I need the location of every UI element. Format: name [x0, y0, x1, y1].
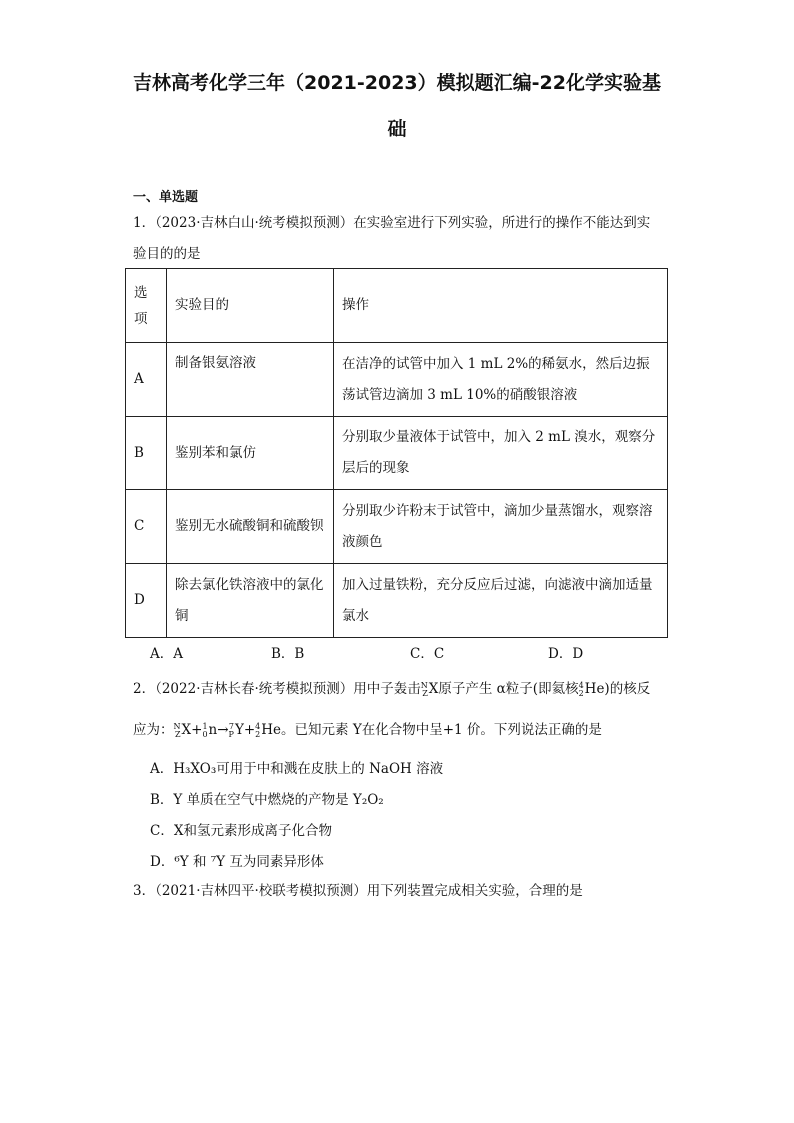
nuclide-he-symbol: 4 2 — [578, 680, 584, 698]
row-option: A — [126, 343, 167, 417]
row-operation: 加入过量铁粉，充分反应后过滤，向滤液中滴加适量氯水 — [334, 564, 668, 638]
table-row — [126, 343, 668, 417]
q2-stem-part-d: 应为： — [133, 722, 174, 738]
document-title — [120, 60, 674, 152]
row-operation: 分别取少量液体于试管中，加入 2 mL 溴水，观察分层后的现象 — [334, 417, 668, 490]
q1-stem-line-1: 1．（2023·吉林白山·统考模拟预测）在实验室进行下列实验，所进行的操作不能达到实 — [133, 215, 651, 231]
section-heading: 一、单选题 — [133, 190, 199, 205]
table-header-row — [126, 269, 668, 343]
q1-stem-line-2: 验目的的是 — [133, 246, 201, 262]
row-aim: 制备银氨溶液 — [167, 343, 334, 417]
title-line-2: 础 — [387, 118, 407, 140]
q2-option-a[interactable]: A．H₃XO₃可用于中和溅在皮肤上的 NaOH 溶液 — [150, 761, 444, 777]
choice-b[interactable]: B．B — [271, 646, 305, 662]
q2-stem-line-2 — [133, 715, 602, 746]
choice-c[interactable]: C．C — [410, 646, 445, 662]
header-option: 选项 — [126, 269, 167, 343]
nuclide-x-symbol: N Z — [420, 680, 428, 698]
q2-stem-line-1 — [133, 674, 650, 705]
row-operation: 在洁净的试管中加入 1 mL 2%的稀氨水，然后边振荡试管边滴加 3 mL 10%的硝酸银溶液 — [334, 343, 668, 417]
row-option: C — [126, 490, 167, 564]
header-aim: 实验目的 — [167, 269, 334, 343]
q2-stem-part-e: 。已知元素 Y在化合物中呈+1 价。下列说法正确的是 — [281, 722, 602, 738]
q2-option-d[interactable]: D．⁶Y 和 ⁷Y 互为同素异形体 — [150, 854, 324, 870]
q2-option-b[interactable]: B．Y 单质在空气中燃烧的产物是 Y₂O₂ — [150, 792, 384, 808]
table-row — [126, 564, 668, 638]
row-aim: 鉴别无水硫酸铜和硫酸钡 — [167, 490, 334, 564]
table-row — [126, 490, 668, 564]
row-aim: 除去氯化铁溶液中的氯化铜 — [167, 564, 334, 638]
row-aim: 鉴别苯和氯仿 — [167, 417, 334, 490]
q2-stem-part-c: He)的核反 — [584, 681, 651, 697]
title-line-1: 吉林高考化学三年（2021-2023）模拟题汇编-22化学实验基 — [133, 72, 661, 94]
row-option: B — [126, 417, 167, 490]
nuclear-equation: N Z X+ 1 0 n→ 7 P Y+ 4 2 He — [173, 721, 282, 739]
q2-stem-part-a: 2．（2022·吉林长春·统考模拟预测）用中子轰击 — [133, 681, 421, 697]
choice-a[interactable]: A．A — [150, 646, 183, 662]
q2-stem-part-b: X原子产生 α粒子(即氦核 — [428, 681, 579, 697]
header-operation: 操作 — [334, 269, 668, 343]
choice-d[interactable]: D．D — [548, 646, 584, 662]
row-option: D — [126, 564, 167, 638]
q2-option-c[interactable]: C．X和氢元素形成离子化合物 — [150, 823, 332, 839]
row-operation: 分别取少许粉末于试管中，滴加少量蒸馏水，观察溶液颜色 — [334, 490, 668, 564]
table-row — [126, 417, 668, 490]
experiment-table — [125, 268, 668, 638]
q3-stem: 3．（2021·吉林四平·校联考模拟预测）用下列装置完成相关实验，合理的是 — [133, 883, 583, 899]
